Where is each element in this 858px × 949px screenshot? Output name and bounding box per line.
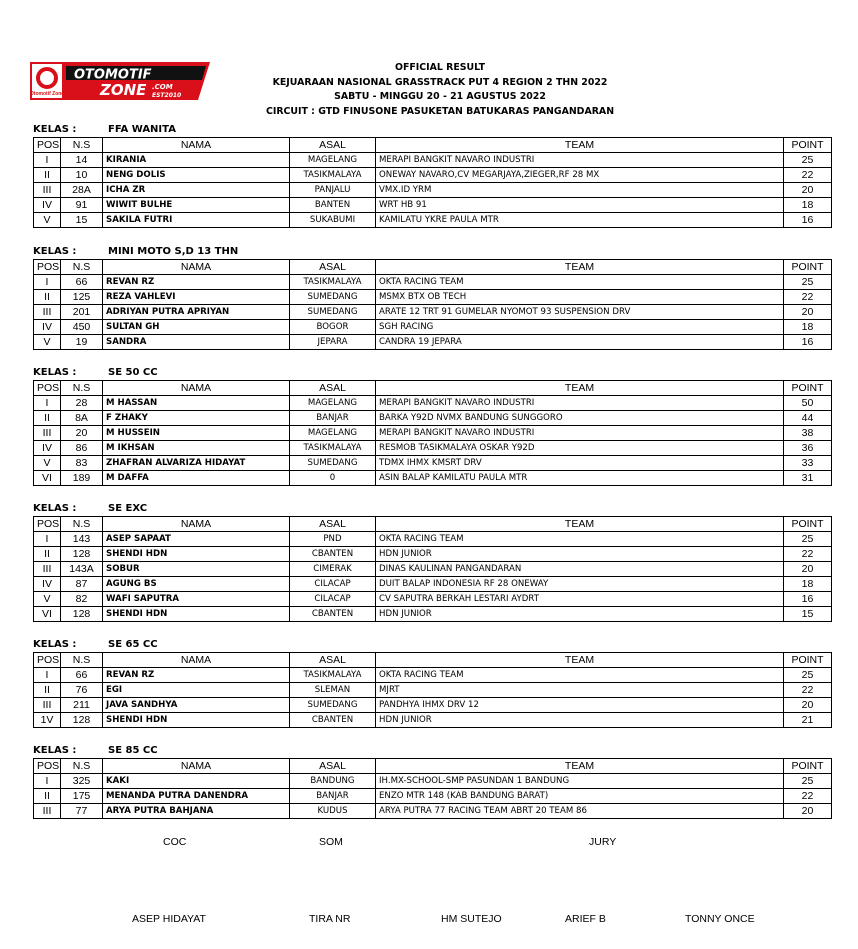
- cell-nama: SAKILA FUTRI: [103, 213, 290, 228]
- cell-point: 22: [784, 683, 832, 698]
- cell-ns: 76: [61, 683, 103, 698]
- cell-ns: 189: [61, 471, 103, 486]
- cell-point: 36: [784, 441, 832, 456]
- cell-asal: SUMEDANG: [290, 305, 376, 320]
- cell-pos: V: [34, 335, 61, 350]
- cell-asal: SUKABUMI: [290, 213, 376, 228]
- cell-point: 16: [784, 592, 832, 607]
- cell-asal: PANJALU: [290, 183, 376, 198]
- cell-ns: 15: [61, 213, 103, 228]
- cell-asal: CIMERAK: [290, 562, 376, 577]
- cell-nama: WAFI SAPUTRA: [103, 592, 290, 607]
- class-section: [33, 123, 831, 228]
- header-line4: CIRCUIT : GTD FINUSONE PASUKETAN BATUKARAS PANGANDARAN: [265, 105, 615, 117]
- class-heading: [33, 502, 831, 516]
- column-header-nama: NAMA: [103, 759, 290, 774]
- cell-pos: I: [34, 275, 61, 290]
- class-heading: [33, 366, 831, 380]
- column-header-pos: POS: [34, 653, 61, 668]
- table-row: [34, 547, 832, 562]
- cell-pos: IV: [34, 320, 61, 335]
- cell-point: 25: [784, 774, 832, 789]
- cell-pos: I: [34, 774, 61, 789]
- cell-ns: 325: [61, 774, 103, 789]
- document-header: [230, 61, 650, 119]
- column-header-ns: N.S: [61, 517, 103, 532]
- table-row: [34, 562, 832, 577]
- table-row: [34, 396, 832, 411]
- class-heading: [33, 638, 831, 652]
- cell-point: 22: [784, 168, 832, 183]
- cell-pos: III: [34, 426, 61, 441]
- cell-point: 20: [784, 305, 832, 320]
- table-header-row: [34, 759, 832, 774]
- table-row: [34, 804, 832, 819]
- column-header-point: POINT: [784, 759, 832, 774]
- table-row: [34, 774, 832, 789]
- cell-team: VMX.ID YRM: [376, 183, 784, 198]
- cell-team: CANDRA 19 JEPARA: [376, 335, 784, 350]
- cell-asal: TASIKMALAYA: [290, 668, 376, 683]
- cell-nama: JAVA SANDHYA: [103, 698, 290, 713]
- cell-point: 20: [784, 804, 832, 819]
- cell-team: OKTA RACING TEAM: [376, 532, 784, 547]
- column-header-ns: N.S: [61, 260, 103, 275]
- cell-nama: ZHAFRAN ALVARIZA HIDAYAT: [103, 456, 290, 471]
- cell-asal: TASIKMALAYA: [290, 168, 376, 183]
- cell-asal: SUMEDANG: [290, 290, 376, 305]
- cell-team: MSMX BTX OB TECH: [376, 290, 784, 305]
- class-heading: [33, 245, 831, 259]
- table-row: [34, 411, 832, 426]
- cell-nama: REVAN RZ: [103, 275, 290, 290]
- cell-ns: 450: [61, 320, 103, 335]
- column-header-nama: NAMA: [103, 138, 290, 153]
- cell-point: 31: [784, 471, 832, 486]
- cell-asal: SLEMAN: [290, 683, 376, 698]
- cell-pos: II: [34, 683, 61, 698]
- cell-ns: 14: [61, 153, 103, 168]
- cell-nama: M IKHSAN: [103, 441, 290, 456]
- cell-ns: 28: [61, 396, 103, 411]
- cell-team: DUIT BALAP INDONESIA RF 28 ONEWAY: [376, 577, 784, 592]
- cell-pos: III: [34, 183, 61, 198]
- cell-point: 38: [784, 426, 832, 441]
- cell-ns: 10: [61, 168, 103, 183]
- cell-asal: 0: [290, 471, 376, 486]
- column-header-team: TEAM: [376, 759, 784, 774]
- signature-name-coc: ASEP HIDAYAT: [132, 913, 206, 925]
- class-label: KELAS :: [33, 246, 77, 257]
- logo-line1: OTOMOTIF: [74, 67, 152, 83]
- column-header-pos: POS: [34, 759, 61, 774]
- class-name: FFA WANITA: [108, 124, 176, 135]
- cell-nama: ASEP SAPAAT: [103, 532, 290, 547]
- cell-nama: MENANDA PUTRA DANENDRA: [103, 789, 290, 804]
- signature-name-jury3: TONNY ONCE: [685, 913, 755, 925]
- cell-point: 25: [784, 532, 832, 547]
- cell-pos: V: [34, 592, 61, 607]
- cell-asal: PND: [290, 532, 376, 547]
- cell-point: 22: [784, 547, 832, 562]
- column-header-pos: POS: [34, 260, 61, 275]
- cell-pos: VI: [34, 607, 61, 622]
- cell-team: CV SAPUTRA BERKAH LESTARI AYDRT: [376, 592, 784, 607]
- table-row: [34, 290, 832, 305]
- cell-team: HDN JUNIOR: [376, 607, 784, 622]
- class-section: [33, 366, 831, 486]
- results-table: [33, 137, 832, 228]
- cell-ns: 66: [61, 275, 103, 290]
- class-section: [33, 502, 831, 622]
- column-header-asal: ASAL: [290, 517, 376, 532]
- cell-nama: KAKI: [103, 774, 290, 789]
- cell-ns: 28A: [61, 183, 103, 198]
- cell-pos: V: [34, 213, 61, 228]
- column-header-team: TEAM: [376, 653, 784, 668]
- cell-asal: TASIKMALAYA: [290, 441, 376, 456]
- cell-nama: F ZHAKY: [103, 411, 290, 426]
- column-header-team: TEAM: [376, 138, 784, 153]
- column-header-asal: ASAL: [290, 653, 376, 668]
- cell-asal: MAGELANG: [290, 396, 376, 411]
- cell-asal: CBANTEN: [290, 607, 376, 622]
- header-line2: KEJUARAAN NASIONAL GRASSTRACK PUT 4 REGION 2 THN 2022: [272, 76, 608, 88]
- cell-point: 20: [784, 183, 832, 198]
- cell-nama: REVAN RZ: [103, 668, 290, 683]
- class-label: KELAS :: [33, 503, 77, 514]
- class-section: [33, 638, 831, 728]
- cell-team: MERAPI BANGKIT NAVARO INDUSTRI: [376, 153, 784, 168]
- cell-nama: SHENDI HDN: [103, 713, 290, 728]
- cell-pos: III: [34, 305, 61, 320]
- table-row: [34, 320, 832, 335]
- table-row: [34, 713, 832, 728]
- cell-asal: TASIKMALAYA: [290, 275, 376, 290]
- cell-ns: 87: [61, 577, 103, 592]
- results-table: [33, 516, 832, 622]
- cell-team: ARATE 12 TRT 91 GUMELAR NYOMOT 93 SUSPENSION DRV: [376, 305, 784, 320]
- cell-ns: 20: [61, 426, 103, 441]
- class-heading: [33, 744, 831, 758]
- cell-ns: 125: [61, 290, 103, 305]
- column-header-ns: N.S: [61, 759, 103, 774]
- otomotif-zone-logo: [30, 60, 210, 102]
- class-name: SE EXC: [108, 503, 148, 514]
- cell-asal: CBANTEN: [290, 713, 376, 728]
- table-row: [34, 592, 832, 607]
- cell-team: BARKA Y92D NVMX BANDUNG SUNGGORO: [376, 411, 784, 426]
- column-header-asal: ASAL: [290, 759, 376, 774]
- cell-ns: 175: [61, 789, 103, 804]
- cell-nama: KIRANIA: [103, 153, 290, 168]
- table-row: [34, 183, 832, 198]
- table-row: [34, 335, 832, 350]
- column-header-asal: ASAL: [290, 381, 376, 396]
- cell-team: OKTA RACING TEAM: [376, 668, 784, 683]
- column-header-ns: N.S: [61, 653, 103, 668]
- cell-pos: III: [34, 804, 61, 819]
- column-header-pos: POS: [34, 138, 61, 153]
- column-header-asal: ASAL: [290, 138, 376, 153]
- cell-nama: ARYA PUTRA BAHJANA: [103, 804, 290, 819]
- cell-nama: ADRIYAN PUTRA APRIYAN: [103, 305, 290, 320]
- column-header-ns: N.S: [61, 138, 103, 153]
- column-header-point: POINT: [784, 138, 832, 153]
- cell-asal: MAGELANG: [290, 426, 376, 441]
- table-row: [34, 153, 832, 168]
- table-row: [34, 213, 832, 228]
- cell-point: 50: [784, 396, 832, 411]
- cell-point: 44: [784, 411, 832, 426]
- cell-nama: M HUSSEIN: [103, 426, 290, 441]
- logo-est: EST2010: [152, 92, 182, 99]
- table-row: [34, 607, 832, 622]
- table-row: [34, 198, 832, 213]
- table-header-row: [34, 381, 832, 396]
- cell-ns: 128: [61, 547, 103, 562]
- column-header-team: TEAM: [376, 517, 784, 532]
- cell-team: DINAS KAULINAN PANGANDARAN: [376, 562, 784, 577]
- signature-role-coc: COC: [163, 836, 187, 848]
- table-row: [34, 683, 832, 698]
- header-line1: OFFICIAL RESULT: [395, 62, 485, 73]
- table-header-row: [34, 138, 832, 153]
- cell-asal: BANTEN: [290, 198, 376, 213]
- column-header-nama: NAMA: [103, 260, 290, 275]
- cell-point: 16: [784, 335, 832, 350]
- cell-pos: IV: [34, 441, 61, 456]
- cell-team: TDMX IHMX KMSRT DRV: [376, 456, 784, 471]
- column-header-ns: N.S: [61, 381, 103, 396]
- cell-ns: 201: [61, 305, 103, 320]
- cell-asal: CILACAP: [290, 577, 376, 592]
- cell-ns: 77: [61, 804, 103, 819]
- cell-point: 21: [784, 713, 832, 728]
- table-row: [34, 532, 832, 547]
- cell-nama: M DAFFA: [103, 471, 290, 486]
- cell-nama: SANDRA: [103, 335, 290, 350]
- class-section: [33, 744, 831, 819]
- cell-pos: I: [34, 668, 61, 683]
- cell-asal: KUDUS: [290, 804, 376, 819]
- signature-name-jury2: ARIEF B: [565, 913, 606, 925]
- table-row: [34, 168, 832, 183]
- cell-team: PANDHYA IHMX DRV 12: [376, 698, 784, 713]
- cell-nama: ICHA ZR: [103, 183, 290, 198]
- cell-point: 25: [784, 275, 832, 290]
- cell-pos: II: [34, 789, 61, 804]
- column-header-asal: ASAL: [290, 260, 376, 275]
- cell-nama: M HASSAN: [103, 396, 290, 411]
- cell-team: OKTA RACING TEAM: [376, 275, 784, 290]
- cell-point: 22: [784, 290, 832, 305]
- logo-badge-text: Otomotif Zone: [30, 91, 65, 97]
- table-row: [34, 441, 832, 456]
- column-header-point: POINT: [784, 260, 832, 275]
- cell-asal: CBANTEN: [290, 547, 376, 562]
- column-header-point: POINT: [784, 381, 832, 396]
- signature-role-jury: JURY: [589, 836, 617, 848]
- cell-pos: IV: [34, 198, 61, 213]
- column-header-point: POINT: [784, 517, 832, 532]
- cell-ns: 82: [61, 592, 103, 607]
- table-row: [34, 668, 832, 683]
- class-label: KELAS :: [33, 124, 77, 135]
- table-row: [34, 698, 832, 713]
- class-name: SE 50 CC: [108, 367, 158, 378]
- class-label: KELAS :: [33, 745, 77, 756]
- cell-asal: SUMEDANG: [290, 698, 376, 713]
- table-row: [34, 577, 832, 592]
- cell-ns: 91: [61, 198, 103, 213]
- cell-team: MERAPI BANGKIT NAVARO INDUSTRI: [376, 426, 784, 441]
- cell-team: ONEWAY NAVARO,CV MEGARJAYA,ZIEGER,RF 28 MX: [376, 168, 784, 183]
- cell-asal: BANJAR: [290, 789, 376, 804]
- logo-line2: ZONE: [100, 81, 147, 99]
- cell-point: 22: [784, 789, 832, 804]
- cell-team: ARYA PUTRA 77 RACING TEAM ABRT 20 TEAM 86: [376, 804, 784, 819]
- cell-asal: BANJAR: [290, 411, 376, 426]
- column-header-pos: POS: [34, 517, 61, 532]
- cell-nama: SOBUR: [103, 562, 290, 577]
- cell-nama: AGUNG BS: [103, 577, 290, 592]
- cell-pos: I: [34, 396, 61, 411]
- cell-ns: 128: [61, 607, 103, 622]
- signature-name-jury1: HM SUTEJO: [441, 913, 502, 925]
- cell-point: 25: [784, 153, 832, 168]
- cell-pos: VI: [34, 471, 61, 486]
- cell-team: ENZO MTR 148 (KAB BANDUNG BARAT): [376, 789, 784, 804]
- cell-nama: EGI: [103, 683, 290, 698]
- cell-asal: CILACAP: [290, 592, 376, 607]
- cell-ns: 86: [61, 441, 103, 456]
- table-row: [34, 426, 832, 441]
- logo-suffix: .COM: [152, 83, 173, 91]
- cell-point: 18: [784, 198, 832, 213]
- class-name: MINI MOTO S,D 13 THN: [108, 246, 239, 257]
- column-header-nama: NAMA: [103, 653, 290, 668]
- class-name: SE 85 CC: [108, 745, 158, 756]
- cell-point: 33: [784, 456, 832, 471]
- cell-team: RESMOB TASIKMALAYA OSKAR Y92D: [376, 441, 784, 456]
- class-heading: [33, 123, 831, 137]
- cell-ns: 66: [61, 668, 103, 683]
- cell-point: 20: [784, 698, 832, 713]
- cell-nama: SHENDI HDN: [103, 607, 290, 622]
- cell-asal: BANDUNG: [290, 774, 376, 789]
- cell-team: SGH RACING: [376, 320, 784, 335]
- cell-pos: I: [34, 532, 61, 547]
- column-header-pos: POS: [34, 381, 61, 396]
- class-name: SE 65 CC: [108, 639, 158, 650]
- cell-team: KAMILATU YKRE PAULA MTR: [376, 213, 784, 228]
- cell-point: 16: [784, 213, 832, 228]
- header-line3: SABTU - MINGGU 20 - 21 AGUSTUS 2022: [334, 91, 546, 102]
- table-row: [34, 275, 832, 290]
- cell-point: 20: [784, 562, 832, 577]
- cell-nama: WIWIT BULHE: [103, 198, 290, 213]
- cell-team: MERAPI BANGKIT NAVARO INDUSTRI: [376, 396, 784, 411]
- table-header-row: [34, 653, 832, 668]
- cell-team: WRT HB 91: [376, 198, 784, 213]
- cell-pos: II: [34, 168, 61, 183]
- column-header-nama: NAMA: [103, 381, 290, 396]
- table-row: [34, 471, 832, 486]
- table-header-row: [34, 260, 832, 275]
- cell-ns: 143A: [61, 562, 103, 577]
- results-table: [33, 380, 832, 486]
- cell-pos: II: [34, 290, 61, 305]
- cell-team: HDN JUNIOR: [376, 547, 784, 562]
- table-header-row: [34, 517, 832, 532]
- results-table: [33, 259, 832, 350]
- cell-ns: 8A: [61, 411, 103, 426]
- class-section: [33, 245, 831, 350]
- cell-ns: 83: [61, 456, 103, 471]
- cell-pos: III: [34, 698, 61, 713]
- cell-asal: JEPARA: [290, 335, 376, 350]
- cell-pos: III: [34, 562, 61, 577]
- cell-pos: 1V: [34, 713, 61, 728]
- cell-asal: SUMEDANG: [290, 456, 376, 471]
- column-header-team: TEAM: [376, 260, 784, 275]
- cell-nama: REZA VAHLEVI: [103, 290, 290, 305]
- column-header-nama: NAMA: [103, 517, 290, 532]
- results-table: [33, 758, 832, 819]
- results-table: [33, 652, 832, 728]
- table-row: [34, 789, 832, 804]
- cell-point: 25: [784, 668, 832, 683]
- cell-point: 18: [784, 320, 832, 335]
- cell-pos: V: [34, 456, 61, 471]
- cell-ns: 19: [61, 335, 103, 350]
- column-header-team: TEAM: [376, 381, 784, 396]
- class-label: KELAS :: [33, 367, 77, 378]
- cell-point: 15: [784, 607, 832, 622]
- cell-nama: SHENDI HDN: [103, 547, 290, 562]
- cell-team: HDN JUNIOR: [376, 713, 784, 728]
- cell-nama: NENG DOLIS: [103, 168, 290, 183]
- table-row: [34, 305, 832, 320]
- cell-ns: 128: [61, 713, 103, 728]
- column-header-point: POINT: [784, 653, 832, 668]
- signature-role-som: SOM: [319, 836, 343, 848]
- cell-team: ASIN BALAP KAMILATU PAULA MTR: [376, 471, 784, 486]
- signature-name-som: TIRA NR: [309, 913, 351, 925]
- cell-point: 18: [784, 577, 832, 592]
- cell-pos: II: [34, 411, 61, 426]
- cell-team: IH.MX-SCHOOL-SMP PASUNDAN 1 BANDUNG: [376, 774, 784, 789]
- cell-asal: BOGOR: [290, 320, 376, 335]
- cell-team: MJRT: [376, 683, 784, 698]
- table-row: [34, 456, 832, 471]
- cell-pos: I: [34, 153, 61, 168]
- class-label: KELAS :: [33, 639, 77, 650]
- cell-ns: 211: [61, 698, 103, 713]
- cell-pos: IV: [34, 577, 61, 592]
- cell-asal: MAGELANG: [290, 153, 376, 168]
- cell-ns: 143: [61, 532, 103, 547]
- cell-nama: SULTAN GH: [103, 320, 290, 335]
- cell-pos: II: [34, 547, 61, 562]
